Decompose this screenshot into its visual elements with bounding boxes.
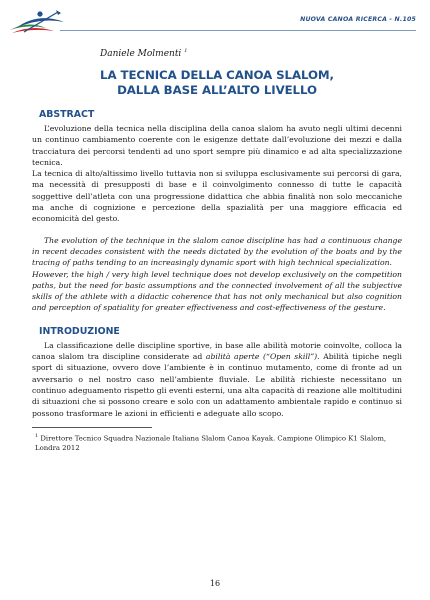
intro-emphasis: abilità aperte (“Open skill”). (205, 352, 320, 362)
canoe-logo-icon (6, 6, 72, 40)
intro-text-b: Abilità tipiche negli sport di situazione, ovvero dove l’ambiente è in continuo mutamento, come di fronte ad un avversario o nel nostro caso nell’ambiente fluviale. Le abilità richieste necessitano un continuo adeguamento rispetto gli eventi esterni, una alta capacità di reazione alle moltitudini di situazioni che si possono creare e solo con un adattamento ambientale rapido e continuo si possono trasformare le azioni in efficienti e adeguate allo scopo. (32, 352, 402, 418)
abstract-it-paragraph-1: L’evoluzione della tecnica nella disciplina della canoa slalom ha avuto negli ultimi decenni un continuo cambiamento coerente con le esigenze dettate dall’evoluzione dei mezzi e dalla tracciatura dei percorsi tendenti ad uno sport sempre più dinamico e ad alta specializzazione tecnica. (32, 124, 402, 167)
abstract-en-paragraph-1: The evolution of the technique in the slalom canoe discipline has had a continuous change in recent decades consistent with the needs dictated by the evolution of the boats and by the tracing of paths tending to an increasingly dynamic sport with high technical specialization. (32, 235, 402, 268)
title-line-1: LA TECNICA DELLA CANOA SLALOM, (100, 68, 334, 82)
author-name: Daniele Molmenti (100, 49, 182, 59)
footnote-rule (32, 427, 152, 428)
abstract-it-paragraph-2: La tecnica di alto/altissimo livello tuttavia non si sviluppa esclusivamente sui percorsi di gara, ma necessità di presupposti di base e il coinvolgimento connesso di tutte le capacità soggettive dell’atleta con una progressione didattica che abbia finalità non solo meccaniche ma anche di cognizione e percezione della spazialità per una maggiore efficacia ed economicità del gesto. (32, 169, 402, 224)
page-number: 16 (209, 579, 221, 588)
journal-title: NUOVA CANOA RICERCA - N.105 (300, 16, 416, 23)
article-title (32, 68, 402, 97)
footnote-mark: 1 (35, 432, 39, 439)
footnote (32, 431, 402, 453)
article-body (32, 48, 402, 453)
author-note-mark: 1 (184, 48, 188, 54)
abstract-en-paragraph-2: However, the high / very high level technique does not develop exclusively on the competition paths, but the need for basic assumptions and the connected involvement of all the subjective skills of the athlete with a didactic coherence that has not only mechanical but also cognition and perception of spatiality for greater effectiveness and cost-effectiveness of the gesture. (32, 269, 402, 313)
intro-paragraph (32, 340, 402, 419)
header-rule (60, 30, 416, 31)
abstract-heading: ABSTRACT (39, 109, 95, 120)
title-line-2: DALLA BASE ALL’ALTO LIVELLO (117, 82, 317, 97)
author (100, 48, 402, 59)
intro-heading: INTRODUZIONE (39, 325, 120, 337)
intro-text-a: La classificazione delle discipline sportive, in base alle abilità motorie coinvolte, colloca la canoa slalom tra discipline considerate ad (32, 340, 402, 362)
footnote-text: Direttore Tecnico Squadra Nazionale Italiana Slalom Canoa Kayak. Campione Olimpico K1 Slalom, Londra 2012 (35, 434, 387, 453)
